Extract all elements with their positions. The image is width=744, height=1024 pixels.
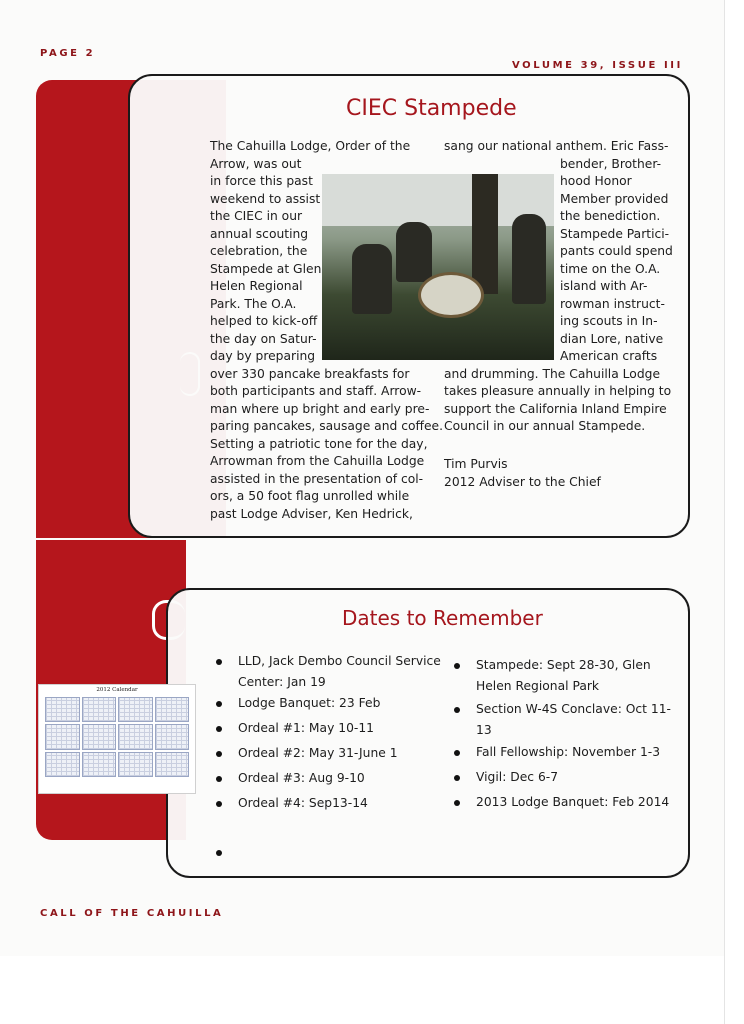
calendar-month: [118, 752, 153, 777]
article-line: dian Lore, native: [560, 332, 664, 346]
bullet-icon: [216, 801, 222, 807]
calendar-thumbnail: [38, 684, 196, 794]
article-line: day by preparing: [210, 349, 316, 363]
article-line: Stampede Partici-: [560, 227, 670, 241]
article-line: ing scouts in In-: [560, 314, 658, 328]
bullet-icon: [216, 659, 222, 665]
date-item: Center: Jan 19: [238, 675, 326, 689]
article-line: the day on Satur-: [210, 332, 317, 346]
photo-tree-trunk: [472, 174, 498, 294]
article-line: helped to kick-off: [210, 314, 318, 328]
article-line: over 330 pancake breakfasts for: [210, 367, 410, 381]
article-line: rowman instruct-: [560, 297, 665, 311]
bullet-icon: [454, 750, 460, 756]
date-item: Ordeal #1: May 10-11: [238, 721, 374, 735]
article-line: Member provided: [560, 192, 669, 206]
bullet-icon: [216, 701, 222, 707]
article-line: Arrow, was out: [210, 157, 302, 171]
calendar-month: [45, 724, 80, 749]
date-item: Helen Regional Park: [476, 679, 600, 693]
article-line: paring pancakes, sausage and coffee.: [210, 419, 444, 433]
bullet-icon: [216, 751, 222, 757]
date-item: 13: [476, 723, 492, 737]
article-line: 2012 Adviser to the Chief: [444, 475, 601, 489]
article-line: past Lodge Adviser, Ken Hedrick,: [210, 507, 413, 521]
newsletter-footer: CALL OF THE CAHUILLA: [40, 908, 224, 919]
date-item: Fall Fellowship: November 1-3: [476, 745, 661, 759]
article-line: celebration, the: [210, 244, 308, 258]
photo-person: [512, 214, 546, 304]
page-number-label: PAGE 2: [40, 48, 96, 59]
article-line: the benediction.: [560, 209, 661, 223]
date-item: LLD, Jack Dembo Council Service: [238, 654, 441, 668]
bullet-icon: [454, 707, 460, 713]
article-line: Setting a patriotic tone for the day,: [210, 437, 428, 451]
article-line: support the California Inland Empire: [444, 402, 667, 416]
article-line: in force this past: [210, 174, 313, 188]
article-line: Park. The O.A.: [210, 297, 297, 311]
empty-bullet: [216, 850, 222, 856]
bullet-icon: [216, 726, 222, 732]
article-line: Helen Regional: [210, 279, 303, 293]
article-line: weekend to assist: [210, 192, 321, 206]
article-line: and drumming. The Cahuilla Lodge: [444, 367, 661, 381]
volume-issue-label: VOLUME 39, ISSUE III: [512, 60, 683, 71]
dates-title: Dates to Remember: [342, 606, 543, 630]
date-item: Lodge Banquet: 23 Feb: [238, 696, 381, 710]
article-line: time on the O.A.: [560, 262, 661, 276]
calendar-grid: [45, 697, 189, 777]
article-line: Tim Purvis: [444, 457, 508, 471]
calendar-month: [45, 752, 80, 777]
article-photo: [322, 174, 554, 360]
article-line: island with Ar-: [560, 279, 648, 293]
article-line: sang our national anthem. Eric Fass-: [444, 139, 669, 153]
calendar-month: [155, 724, 190, 749]
calendar-month: [82, 724, 117, 749]
bullet-icon: [454, 663, 460, 669]
bullet-icon: [216, 776, 222, 782]
calendar-month: [82, 752, 117, 777]
article-line: annual scouting: [210, 227, 309, 241]
date-item: Ordeal #3: Aug 9-10: [238, 771, 365, 785]
article-line: Stampede at Glen: [210, 262, 322, 276]
date-item: 2013 Lodge Banquet: Feb 2014: [476, 795, 670, 809]
article-line: assisted in the presentation of col-: [210, 472, 424, 486]
date-item: Stampede: Sept 28-30, Glen: [476, 658, 651, 672]
photo-person: [352, 244, 392, 314]
article-line: both participants and staff. Arrow-: [210, 384, 422, 398]
calendar-title: 2012 Calendar: [96, 687, 138, 693]
date-item: Ordeal #2: May 31-June 1: [238, 746, 398, 760]
bullet-icon: [454, 800, 460, 806]
calendar-month: [45, 697, 80, 722]
article-line: the CIEC in our: [210, 209, 303, 223]
article-line: man where up bright and early pre-: [210, 402, 430, 416]
calendar-month: [82, 697, 117, 722]
bullet-icon: [454, 775, 460, 781]
article-line: hood Honor: [560, 174, 632, 188]
article-line: bender, Brother-: [560, 157, 662, 171]
photo-drum: [418, 272, 484, 318]
date-item: Ordeal #4: Sep13-14: [238, 796, 368, 810]
date-item: Section W-4S Conclave: Oct 11-: [476, 702, 671, 716]
article-title: CIEC Stampede: [346, 96, 517, 121]
calendar-month: [155, 697, 190, 722]
calendar-month: [118, 724, 153, 749]
calendar-month: [118, 697, 153, 722]
article-line: Council in our annual Stampede.: [444, 419, 646, 433]
date-item: Vigil: Dec 6-7: [476, 770, 559, 784]
article-line: pants could spend: [560, 244, 673, 258]
scan-margin: [0, 956, 744, 1024]
article-line: Arrowman from the Cahuilla Lodge: [210, 454, 425, 468]
article-line: takes pleasure annually in helping to: [444, 384, 672, 398]
article-line: The Cahuilla Lodge, Order of the: [210, 139, 411, 153]
photo-person: [396, 222, 432, 282]
calendar-month: [155, 752, 190, 777]
article-line: ors, a 50 foot flag unrolled while: [210, 489, 410, 503]
article-line: American crafts: [560, 349, 658, 363]
scan-edge: [724, 0, 744, 1024]
